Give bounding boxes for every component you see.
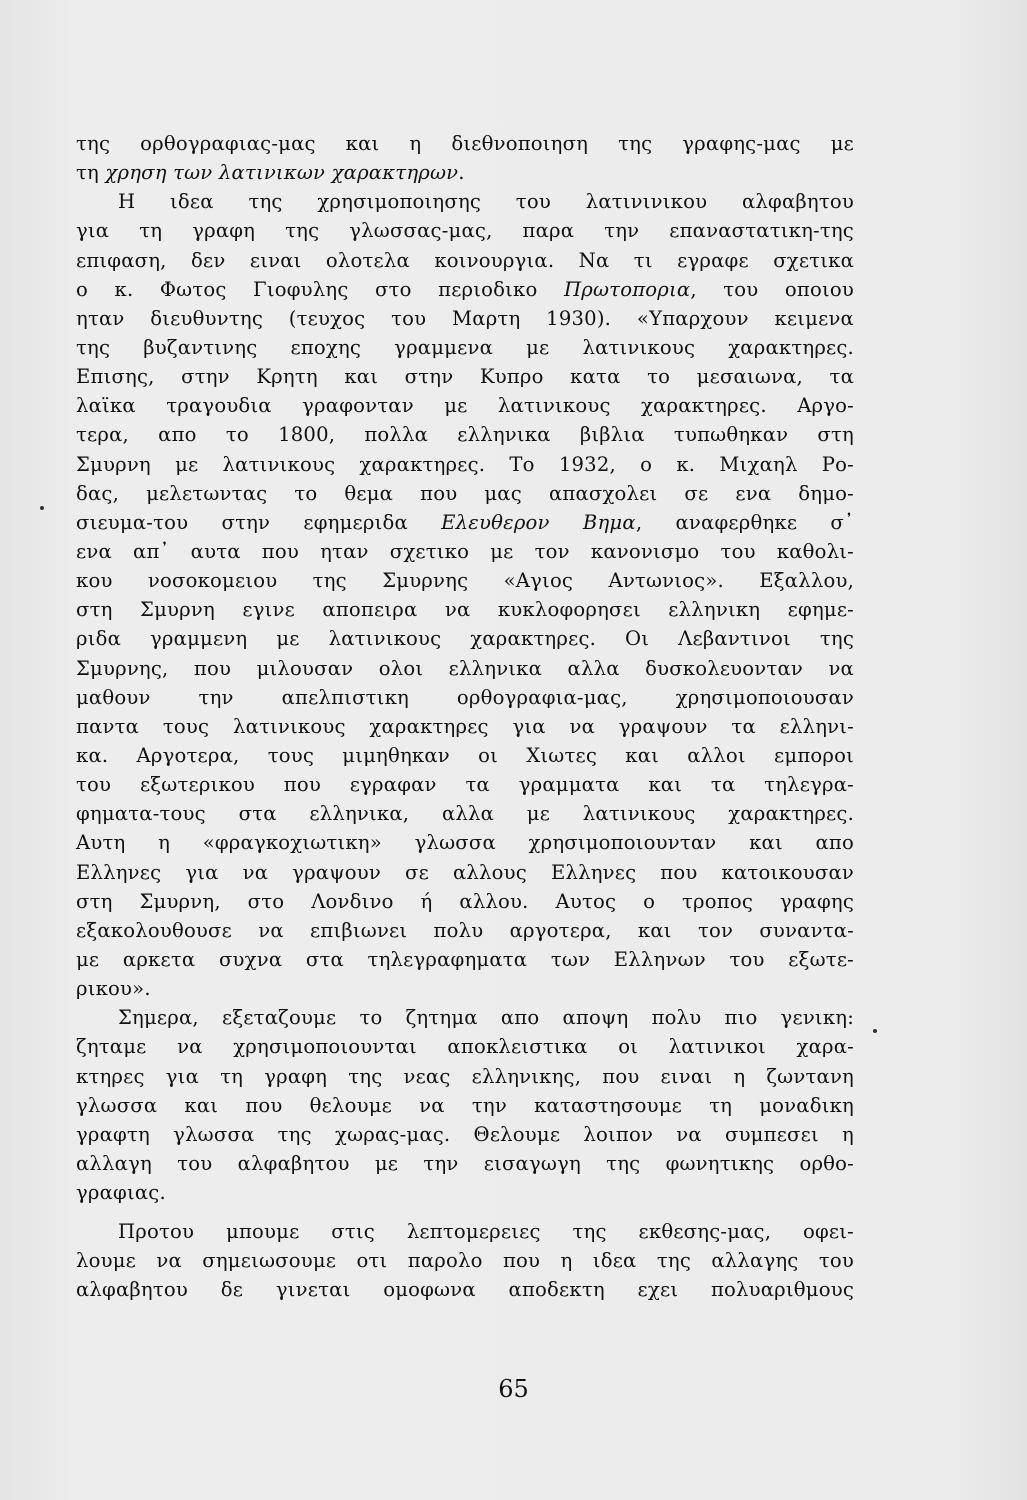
text-line: δας, μελετωντας το θεμα που μας απασχολει σε ενα δημο- [76, 481, 854, 505]
text-line: παντα τους λατινικους χαρακτηρες για να γραψουν τα ελληνι- [76, 714, 854, 738]
text-line: Προτου μπουμε στις λεπτομερειες της εκθεσης-μας, οφει- [118, 1220, 854, 1244]
text-line: λουμε να σημειωσουμε οτι παρολο που η ιδεα της αλλαγης του [76, 1249, 854, 1273]
text-line: στη Σμυρνη εγινε αποπειρα να κυκλοφορησει ελληνικη εφημε- [76, 598, 854, 622]
ink-speck [873, 1029, 877, 1033]
text-line: κα. Αργοτερα, τους μιμηθηκαν οι Χιωτες και αλλοι εμποροι [76, 743, 854, 767]
text-line: Επισης, στην Κρητη και στην Κυπρο κατα το μεσαιωνα, τα [76, 365, 854, 389]
text-line: με αρκετα συχνα στα τηλεγραφηματα των Ελληνων του εξωτε- [76, 947, 854, 971]
text-line: ριδα γραμμενη με λατινικους χαρακτηρες. Οι Λεβαντινοι της [76, 627, 854, 651]
text-line: επιφαση, δεν ειναι ολοτελα κοινουργια. Να τι εγραφε σχετικα [76, 248, 854, 272]
text-line: γλωσσα και που θελουμε να την καταστησουμε τη μοναδικη [76, 1093, 854, 1117]
text-line: Ελληνες για να γραψουν σε αλλους Ελληνες που κατοικουσαν [76, 860, 854, 884]
text-line: γραφιας. [76, 1181, 166, 1205]
text-line: της ορθογραφιας-μας και η διεθνοποιηση της γραφης-μας με [76, 132, 854, 155]
text-line: ο κ. Φωτος Γιοφυλης στο περιοδικο Πρωτοπορια, του οποιου [76, 277, 854, 301]
ink-speck [40, 506, 44, 510]
page-number: 65 [498, 1375, 529, 1403]
text-line: του εξωτερικου που εγραφαν τα γραμματα και τα τηλεγρα- [76, 773, 854, 797]
text-line: Η ιδεα της χρησιμοποιησης του λατινινικου αλφαβητου [118, 190, 854, 214]
text-line: ηταν διευθυντης (τευχος του Μαρτη 1930). «Υπαρχουν κειμενα [76, 306, 854, 330]
text-line: λαϊκα τραγουδια γραφονταν με λατινικους χαρακτηρες. Αργο- [76, 394, 854, 418]
text-line: τη χρηση των λατινικων χαρακτηρων. [76, 161, 465, 185]
text-line: ρικου». [76, 977, 151, 1001]
body-text [76, 129, 854, 1305]
text-line: για τη γραφη της γλωσσας-μας, παρα την επαναστατικη-της [76, 219, 854, 243]
text-line: Σμυρνη με λατινικους χαρακτηρες. Το 1932, ο κ. Μιχαηλ Ρο- [76, 452, 854, 476]
text-line: Αυτη η «φραγκοχιωτικη» γλωσσα χρησιμοποιουνταν και απο [76, 831, 854, 855]
text-line: Σημερα, εξεταζουμε το ζητημα απο αποψη πολυ πιο γενικη: [118, 1006, 854, 1030]
text-line: ενα απ᾿ αυτα που ηταν σχετικο με τον κανονισμο του καθολι- [76, 539, 854, 563]
text-line: κτηρες για τη γραφη της νεας ελληνικης, που ειναι η ζωντανη [76, 1064, 854, 1088]
text-line: τερα, απο το 1800, πολλα ελληνικα βιβλια τυπωθηκαν στη [76, 423, 854, 447]
text-line: εξακολουθουσε να επιβιωνει πολυ αργοτερα, και τον συναντα- [76, 918, 854, 942]
text-line: ζηταμε να χρησιμοποιουνται αποκλειστικα οι λατινικοι χαρα- [76, 1035, 854, 1059]
text-line: μαθουν την απελπιστικη ορθογραφια-μας, χρησιμοποιουσαν [76, 685, 854, 709]
text-line: σιευμα-του στην εφημεριδα Ελευθερον Βημα, αναφερθηκε σ᾿ [76, 510, 854, 534]
text-line: της βυζαντινης εποχης γραμμενα με λατινικους χαρακτηρες. [76, 335, 854, 359]
text-line: φηματα-τους στα ελληνικα, αλλα με λατινικους χαρακτηρες. [76, 802, 854, 826]
text-line: γραφτη γλωσσα της χωρας-μας. Θελουμε λοιπον να συμπεσει η [76, 1122, 854, 1146]
text-line: κου νοσοκομειου της Σμυρνης «Αγιος Αντωνιος». Εξαλλου, [76, 569, 854, 593]
text-line: στη Σμυρνη, στο Λονδινο ή αλλου. Αυτος ο τροπος γραφης [76, 889, 854, 913]
text-line: αλλαγη του αλφαβητου με την εισαγωγη της φωνητικης ορθο- [76, 1151, 854, 1175]
text-line: αλφαβητου δε γινεται ομοφωνα αποδεκτη εχει πολυαριθμους [76, 1278, 854, 1302]
text-line: Σμυρνης, που μιλουσαν ολοι ελληνικα αλλα δυσκολευονταν να [76, 656, 854, 680]
